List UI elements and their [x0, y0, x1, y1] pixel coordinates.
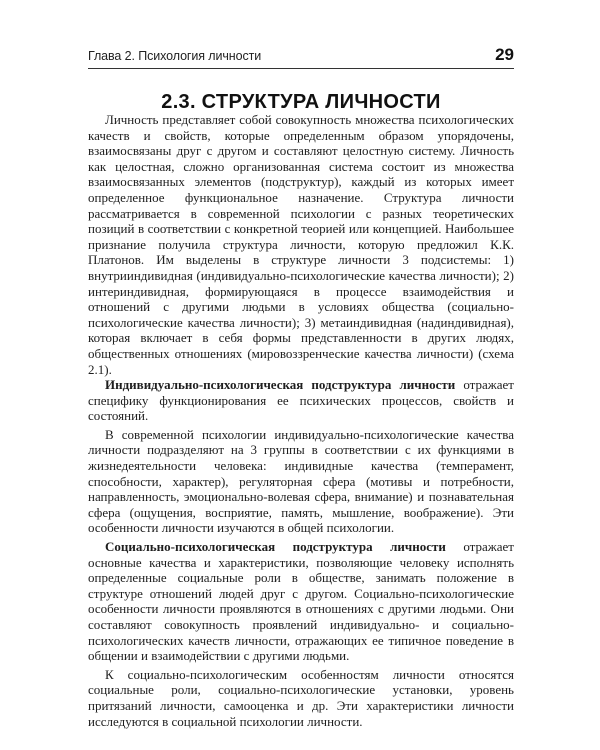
paragraph-social-substructure-text: отражает основные качества и характеристики, позволяющие человеку исполнять определенные социальные роли в обществе, занимать положение в структуре отношений людей друг с другом. Социально-психологические особенности личности проявляются в отношениях с другими людьми. Они составляют совокупность проявлений индивидуально- и социально-психологических качеств личности, отражающих ее типичное поведение в общении и взаимодействии с другими людьми.: [88, 539, 514, 664]
paragraph-structure-definition: Личность представляет собой совокупность множества психологических качеств и свойств, которые определенным образом упорядочены, взаимосвязаны друг с другом и составляют целостную систему. Личность как целостная, сложно организованная система состоит из множества взаимосвязанных элементов (подструктур), каждый из которых имеет определенное функциональное назначение. Структура личности рассматривается в современной психологии с разных теоретических позиций в соответствии с конкретной теорией или концепцией. Наибольшее признание получила структура личности, которую предложил К.К. Платонов. Им выделены в структуре личности 3 подсистемы: 1) внутрииндивидная (индивидуально-психологические качества личности); 2) интериндивидная, формирующаяся в процессе взаимодействия и отношений с другими людьми в условиях общества (социально-психологические качества личности); 3) метаиндивидная (надиндивидная), которая включает в себя формы представленности в других людях, общественных отношениях (мировоззренческие качества личности) (схема 2.1).: [88, 112, 514, 377]
paragraph-social-substructure: [88, 539, 514, 664]
running-head: Глава 2. Психология личности: [88, 49, 262, 63]
term-individual-substructure: Индивидуально-психологическая подструктура личности: [105, 377, 456, 393]
section-title: 2.3. СТРУКТУРА ЛИЧНОСТИ: [161, 91, 441, 114]
paragraph-quality-groups: В современной психологии индивидуально-психологические качества личности подразделяют на 3 группы в соответствии с их функциями в жизнедеятельности человека: индивидные качества (темперамент, способности, характер), регуляторная сфера (мотивы и потребности, направленность, эмоционально-волевая сфера, внимание) и познавательная сфера (ощущения, восприятие, память, мышление, воображение). Эти особенности личности изучаются в общей психологии.: [88, 426, 514, 536]
paragraph-social-features: К социально-психологическим особенностям личности относятся социальные роли, социально-психологические установки, уровень притязаний личности, самооценка и др. Эти характеристики личности исследуются в социальной психологии личности.: [88, 666, 514, 729]
paragraph-individual-substructure-text: отражает специфику функционирования ее психических процессов, свойств и состояний.: [88, 377, 514, 424]
paragraph-individual-substructure: [88, 377, 514, 424]
page-number: 29: [495, 45, 514, 64]
header-divider: [88, 68, 514, 69]
term-social-substructure: Социально-психологическая подструктура личности: [105, 539, 446, 555]
body-text: [88, 112, 514, 729]
page-header: [88, 46, 514, 66]
